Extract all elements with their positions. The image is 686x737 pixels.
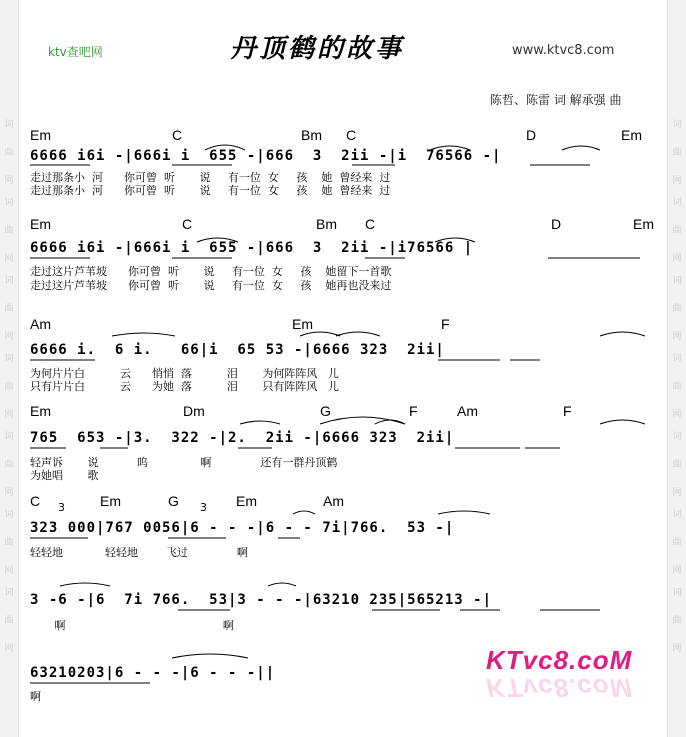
watermark-char: 曲 bbox=[672, 538, 682, 548]
site-logo: KTvc8.coM bbox=[486, 645, 633, 675]
watermark-char: 词 bbox=[4, 276, 14, 286]
lyric-line-2: 走过那条小 河 你可曾 听 说 有一位 女 孩 她 曾经来 过 bbox=[30, 184, 391, 197]
watermark-char: 网 bbox=[4, 644, 14, 654]
slur bbox=[172, 654, 248, 658]
chord-symbol: Em bbox=[633, 216, 654, 232]
site-logo-reflection: KTvc8.coM bbox=[486, 673, 633, 703]
notation-line: 765 653 -|3. 322 -|2. 2ii -|6666 323 2ii| bbox=[30, 430, 455, 446]
chord-symbol: D bbox=[551, 216, 562, 232]
notation-line: 323 000|767 0056|6 - - -|6 - - 7i|766. 53 -| bbox=[30, 520, 455, 536]
slur bbox=[300, 332, 340, 336]
slur bbox=[336, 332, 380, 336]
lyric-line-2: 为她唱 歌 bbox=[30, 469, 99, 482]
watermark-char: 词 bbox=[672, 276, 682, 286]
slur bbox=[112, 333, 175, 336]
watermark-char: 曲 bbox=[672, 616, 682, 626]
watermark-char: 曲 bbox=[4, 616, 14, 626]
notation-line: 63210203|6 - - -|6 - - -|| bbox=[30, 665, 276, 681]
notation-line: 3 -6 -|6 7i 766. 53|3 - - -|63210 235|565213 -| bbox=[30, 592, 493, 608]
site-url: www.ktvc8.com bbox=[512, 43, 615, 58]
watermark-char: 曲 bbox=[672, 148, 682, 158]
chord-symbol: F bbox=[441, 316, 450, 332]
song-credits: 陈哲、陈雷 词 解承强 曲 bbox=[490, 93, 622, 107]
slur bbox=[600, 420, 645, 424]
chord-symbol: D bbox=[526, 127, 537, 143]
watermark-char: 词 bbox=[672, 120, 682, 130]
watermark-char: 曲 bbox=[4, 148, 14, 158]
chord-symbol: Am bbox=[457, 403, 478, 419]
watermark-char: 曲 bbox=[672, 304, 682, 314]
watermark-char: 词 bbox=[672, 198, 682, 208]
slur bbox=[320, 417, 405, 424]
watermark-char: 词 bbox=[672, 588, 682, 598]
watermark-char: 网 bbox=[4, 488, 14, 498]
lyric-line-2: 只有片片白 云 为她 落 泪 只有阵阵风 儿 bbox=[30, 380, 339, 393]
watermark-char: 词 bbox=[4, 432, 14, 442]
watermark-char: 网 bbox=[4, 254, 14, 264]
watermark-char: 网 bbox=[672, 332, 682, 342]
chord-symbol: Em bbox=[30, 403, 51, 419]
chord-symbol: Em bbox=[100, 493, 121, 509]
slur bbox=[293, 511, 315, 514]
watermark-char: 网 bbox=[4, 566, 14, 576]
watermark-char: 网 bbox=[4, 332, 14, 342]
chord-symbol: Am bbox=[30, 316, 51, 332]
chord-symbol: C bbox=[182, 216, 193, 232]
triplet-mark: 3 bbox=[58, 501, 65, 514]
watermark-char: 网 bbox=[672, 488, 682, 498]
chord-symbol: G bbox=[320, 403, 331, 419]
slur bbox=[268, 583, 296, 586]
slur bbox=[375, 420, 405, 424]
notation-line: 6666 i6i -|666i i 655 -|666 3 2ii -|i 76566 -| bbox=[30, 148, 502, 164]
lyric-line-2: 走过这片芦苇坡 你可曾 听 说 有一位 女 孩 她再也没来过 bbox=[30, 279, 392, 292]
notation-line: 6666 i6i -|666i i 655 -|666 3 2ii -|i76566 | bbox=[30, 240, 474, 256]
lyric-line-1: 走过那条小 河 你可曾 听 说 有一位 女 孩 她 曾经来 过 bbox=[30, 171, 391, 184]
watermark-char: 词 bbox=[672, 510, 682, 520]
lyric-line-1: 轻轻地 轻轻地 飞过 啊 bbox=[30, 546, 248, 559]
chord-symbol: F bbox=[409, 403, 418, 419]
chord-symbol: Em bbox=[292, 316, 313, 332]
watermark-char: 曲 bbox=[4, 226, 14, 236]
lyric-line-1: 走过这片芦苇坡 你可曾 听 说 有一位 女 孩 她留下一首歌 bbox=[30, 265, 392, 278]
chord-symbol: Em bbox=[236, 493, 257, 509]
watermark-char: 曲 bbox=[4, 382, 14, 392]
chord-symbol: Dm bbox=[183, 403, 205, 419]
chord-symbol: C bbox=[365, 216, 376, 232]
watermark-char: 网 bbox=[4, 176, 14, 186]
slur bbox=[600, 332, 645, 336]
chord-symbol: Em bbox=[621, 127, 642, 143]
watermark-char: 词 bbox=[4, 588, 14, 598]
lyric-line-1: 轻声诉 说 呜 啊 还有一群丹顶鹤 bbox=[30, 456, 338, 469]
watermark-char: 网 bbox=[672, 410, 682, 420]
chord-symbol: C bbox=[172, 127, 183, 143]
chord-symbol: G bbox=[168, 493, 179, 509]
slur bbox=[240, 421, 280, 424]
watermark-char: 词 bbox=[4, 354, 14, 364]
song-title: 丹顶鹤的故事 bbox=[230, 34, 405, 64]
chord-symbol: Am bbox=[323, 493, 344, 509]
watermark-char: 网 bbox=[672, 644, 682, 654]
lyric-line-1: 啊 bbox=[30, 690, 41, 703]
watermark-char: 曲 bbox=[672, 460, 682, 470]
watermark-char: 曲 bbox=[4, 538, 14, 548]
watermark-char: 词 bbox=[4, 198, 14, 208]
triplet-mark: 3 bbox=[200, 501, 207, 514]
watermark-char: 网 bbox=[672, 254, 682, 264]
watermark-char: 曲 bbox=[672, 226, 682, 236]
chord-symbol: Em bbox=[30, 127, 51, 143]
lyric-line-1: 啊 啊 bbox=[30, 619, 234, 632]
chord-symbol: C bbox=[30, 493, 41, 509]
watermark-char: 曲 bbox=[4, 304, 14, 314]
chord-symbol: Em bbox=[30, 216, 51, 232]
watermark-char: 词 bbox=[4, 120, 14, 130]
slur bbox=[438, 511, 490, 514]
site-name-left: ktv查吧网 bbox=[48, 45, 103, 59]
lyric-line-1: 为何片片白 云 悄悄 落 泪 为何阵阵风 儿 bbox=[30, 367, 339, 380]
chord-symbol: C bbox=[346, 127, 357, 143]
chord-symbol: Bm bbox=[301, 127, 322, 143]
left-watermark-strip bbox=[0, 0, 19, 737]
watermark-char: 词 bbox=[4, 510, 14, 520]
slur bbox=[60, 583, 110, 586]
watermark-char: 网 bbox=[4, 410, 14, 420]
chord-symbol: Bm bbox=[316, 216, 337, 232]
notation-line: 6666 i. 6 i. 66|i 65 53 -|6666 323 2ii| bbox=[30, 342, 445, 358]
watermark-char: 网 bbox=[672, 566, 682, 576]
chord-symbol: F bbox=[563, 403, 572, 419]
watermark-char: 网 bbox=[672, 176, 682, 186]
watermark-char: 曲 bbox=[672, 382, 682, 392]
watermark-char: 曲 bbox=[4, 460, 14, 470]
watermark-char: 词 bbox=[672, 432, 682, 442]
watermark-char: 词 bbox=[672, 354, 682, 364]
right-watermark-strip bbox=[667, 0, 686, 737]
